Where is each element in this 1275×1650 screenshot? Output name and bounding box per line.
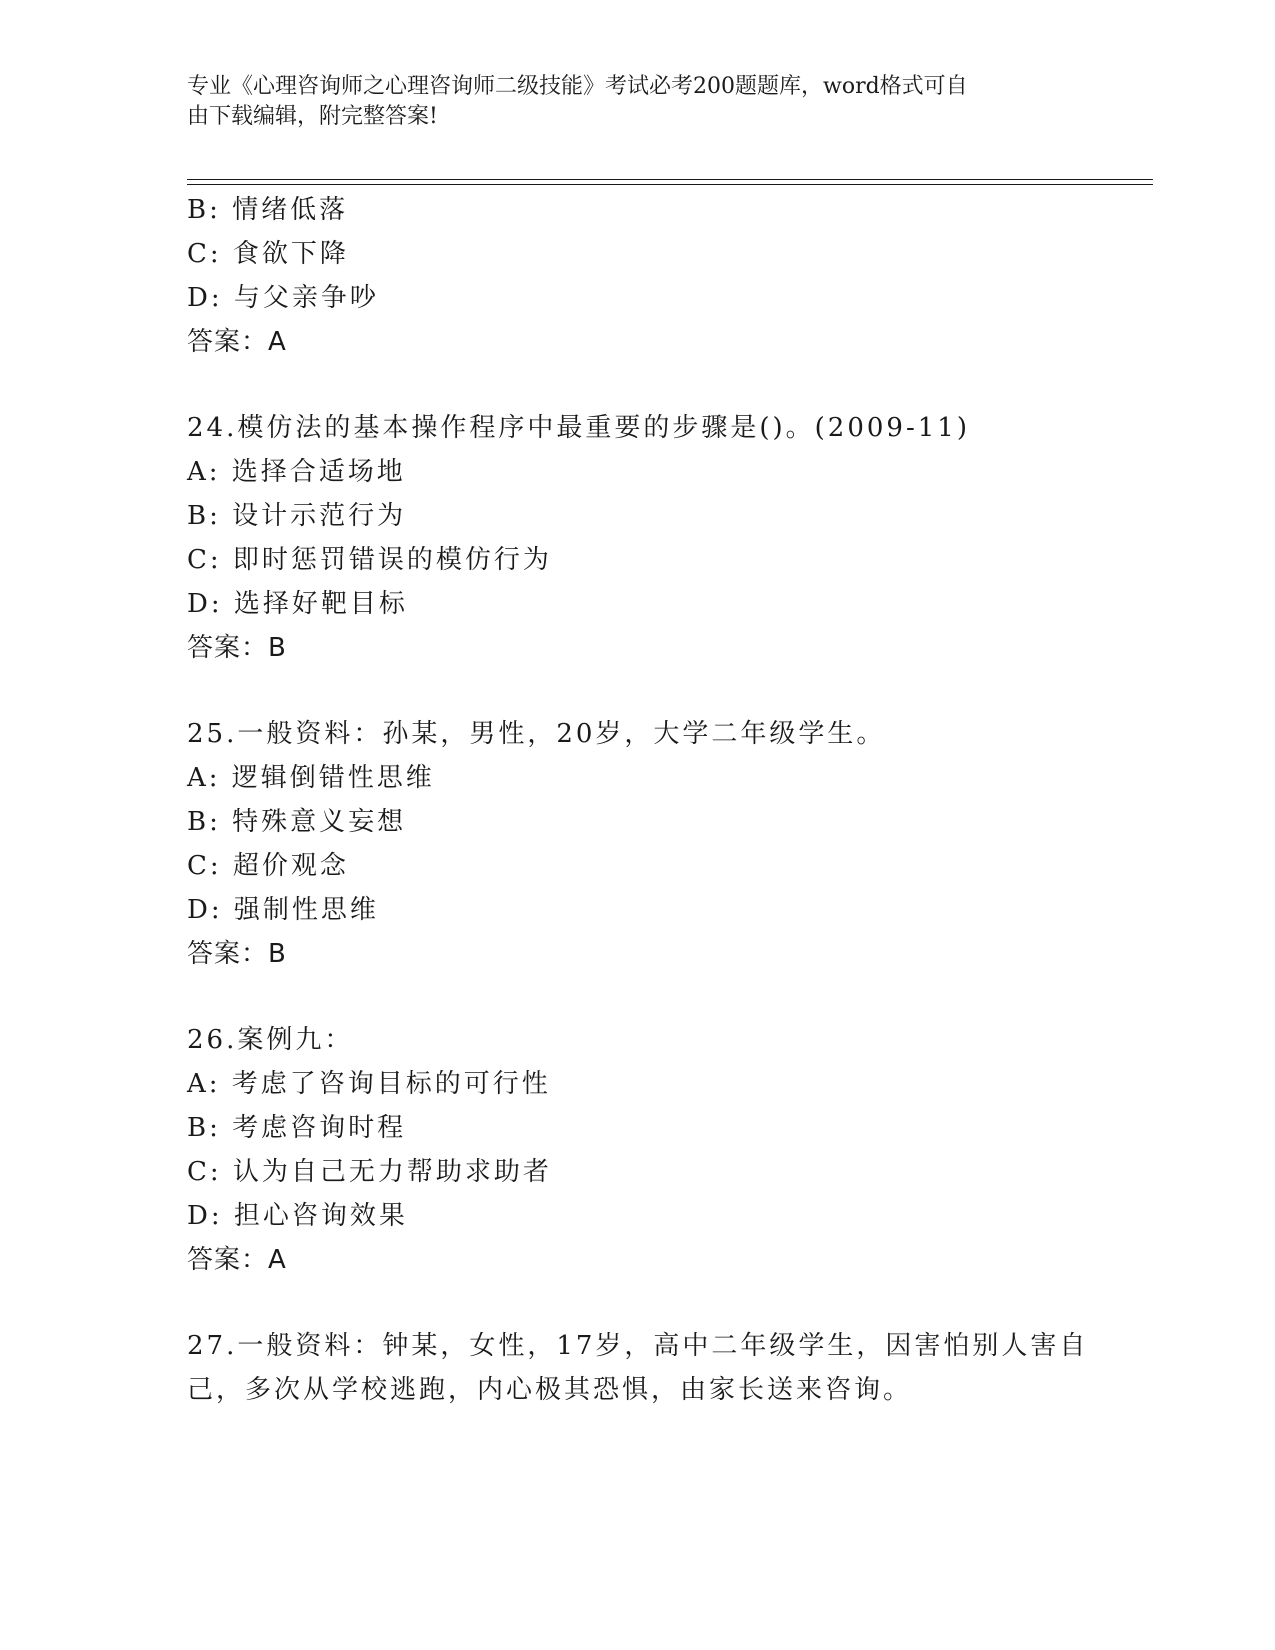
q26-option-b: B: 考虑咨询时程 bbox=[187, 1113, 407, 1143]
q25-option-b: B: 特殊意义妄想 bbox=[187, 807, 407, 837]
q25-answer: 答案：B bbox=[187, 939, 287, 969]
q24-option-b: B: 设计示范行为 bbox=[187, 501, 407, 531]
q25-option-a: A: 逻辑倒错性思维 bbox=[187, 763, 435, 793]
q25-stem: 25.一般资料：孙某，男性，20岁，大学二年级学生。 bbox=[187, 719, 886, 749]
header-line-1: 专业《心理咨询师之心理咨询师二级技能》考试必考200题题库，word格式可自 bbox=[187, 74, 968, 99]
q24-stem: 24.模仿法的基本操作程序中最重要的步骤是()。(2009-11) bbox=[187, 413, 970, 443]
q26-answer: 答案：A bbox=[187, 1245, 287, 1275]
q24-option-c: C: 即时惩罚错误的模仿行为 bbox=[187, 545, 552, 575]
header-divider-top bbox=[187, 179, 1153, 180]
q27-stem-line-1: 27.一般资料：钟某，女性，17岁，高中二年级学生，因害怕别人害自 bbox=[187, 1331, 1089, 1361]
prev-answer: 答案：A bbox=[187, 327, 287, 357]
q27-stem-line-2: 己，多次从学校逃跑，内心极其恐惧，由家长送来咨询。 bbox=[187, 1375, 913, 1405]
prev-option-c: C: 食欲下降 bbox=[187, 239, 349, 269]
q26-stem: 26.案例九： bbox=[187, 1025, 354, 1055]
q24-option-a: A: 选择合适场地 bbox=[187, 457, 406, 487]
header-divider-bottom bbox=[187, 184, 1153, 185]
q26-option-d: D: 担心咨询效果 bbox=[187, 1201, 408, 1231]
prev-option-b: B: 情绪低落 bbox=[187, 195, 349, 225]
q24-option-d: D: 选择好靶目标 bbox=[187, 589, 408, 619]
q24-answer: 答案：B bbox=[187, 633, 287, 663]
document-header bbox=[187, 72, 1087, 132]
q25-option-d: D: 强制性思维 bbox=[187, 895, 379, 925]
header-line-2: 由下载编辑，附完整答案! bbox=[187, 104, 438, 129]
q26-option-c: C: 认为自己无力帮助求助者 bbox=[187, 1157, 552, 1187]
q25-option-c: C: 超价观念 bbox=[187, 851, 349, 881]
prev-option-d: D: 与父亲争吵 bbox=[187, 283, 379, 313]
q26-option-a: A: 考虑了咨询目标的可行性 bbox=[187, 1069, 551, 1099]
